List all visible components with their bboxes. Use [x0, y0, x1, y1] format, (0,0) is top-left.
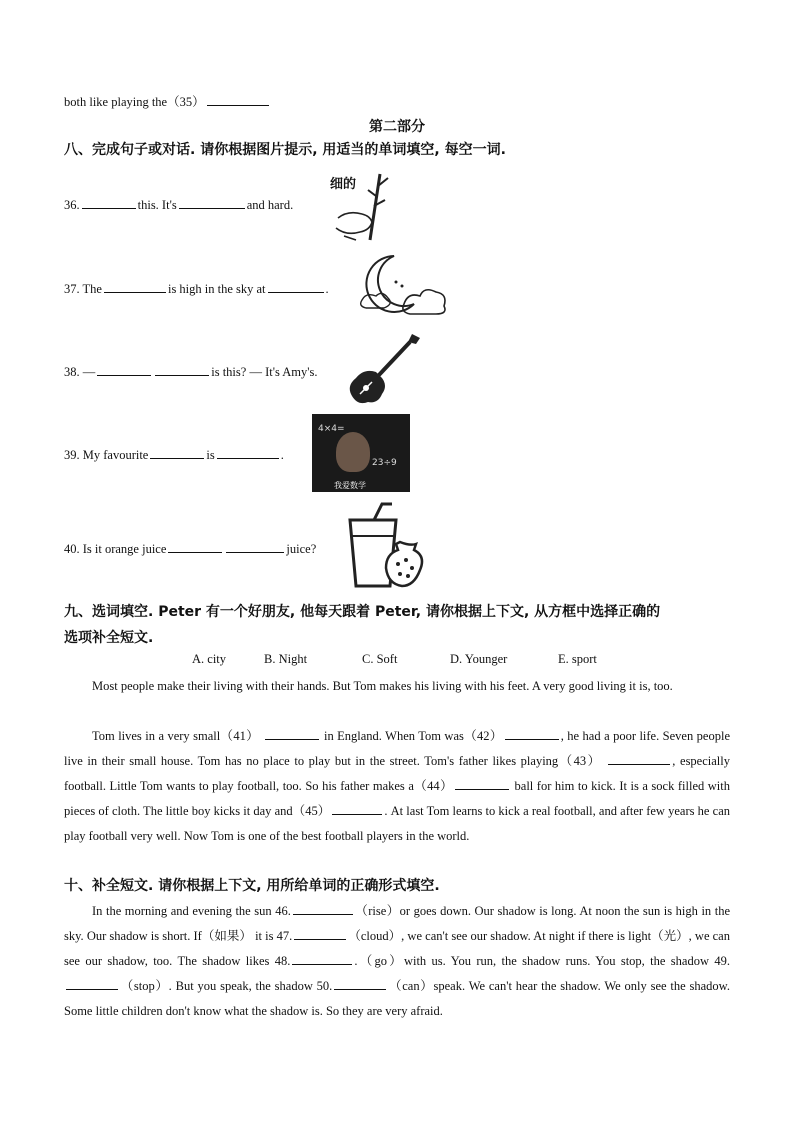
answer-blank-37a[interactable]: [104, 280, 166, 293]
option-c: C. Soft: [362, 652, 398, 666]
thin-stick-hand-image: [330, 170, 404, 242]
answer-blank-39b[interactable]: [217, 446, 279, 459]
question-38: 38. — is this? — It's Amy's.: [64, 365, 318, 379]
answer-blank-43[interactable]: [608, 752, 670, 765]
answer-blank-38b[interactable]: [155, 363, 209, 376]
part-title: 第二部分: [369, 120, 425, 135]
answer-blank-39a[interactable]: [150, 446, 204, 459]
question-36: 36. this. It's and hard.: [64, 198, 294, 212]
question-37: 37. The is high in the sky at .: [64, 282, 329, 296]
picture-label-thin: 细的: [330, 177, 357, 192]
section-8-heading: 八、完成句子或对话. 请你根据图片提示, 用适当的单词填空, 每空一词.: [64, 142, 506, 158]
answer-blank-35[interactable]: [207, 93, 269, 106]
answer-blank-44[interactable]: [455, 777, 509, 790]
answer-blank-49[interactable]: [66, 977, 118, 990]
answer-blank-48[interactable]: [292, 952, 352, 965]
question-39: 39. My favourite is .: [64, 448, 284, 462]
continued-line-35: both like playing the（35）: [64, 92, 271, 110]
answer-blank-40a[interactable]: [168, 540, 222, 553]
answer-blank-36a[interactable]: [82, 196, 136, 209]
section-9-heading: 九、选词填空. Peter 有一个好朋友, 他每天跟着 Peter, 请你根据上下文, 从方框中选择正确的 选项补全短文.: [64, 604, 661, 646]
question-40: 40. Is it orange juice juice?: [64, 542, 317, 556]
option-e: E. sport: [558, 652, 597, 666]
answer-blank-47[interactable]: [294, 927, 346, 940]
answer-blank-40b[interactable]: [226, 540, 284, 553]
juice-cup-strawberry-image: [344, 502, 426, 590]
answer-blank-42[interactable]: [505, 727, 559, 740]
answer-blank-36b[interactable]: [179, 196, 245, 209]
answer-blank-37b[interactable]: [268, 280, 324, 293]
answer-blank-41[interactable]: [265, 727, 319, 740]
option-b: B. Night: [264, 652, 308, 666]
option-d: D. Younger: [450, 652, 508, 666]
electric-guitar-image: [342, 330, 422, 410]
answer-blank-45[interactable]: [332, 802, 382, 815]
moon-clouds-image: [354, 252, 452, 318]
child-figure-icon: [336, 432, 370, 472]
section-10-heading: 十、补全短文. 请你根据上下文, 用所给单词的正确形式填空.: [64, 878, 440, 894]
answer-blank-46[interactable]: [293, 902, 353, 915]
passage-9-paragraph-1: Most people make their living with their hands. But Tom makes his living with his feet. A very good living it is, too.: [92, 679, 673, 693]
passage-9-paragraph-2: Tom lives in a very small（41） in England. When Tom was（42） , he had a poor life. Seven people live in their small house. Tom has no place to play but in the street. Tom's father likes playing（43） , especially football. Little Tom wants to play football, too. So his father makes a（44） ball for him to kick. It is a sock filled with pieces of cloth. The little boy kicks it day and（45） . At last Tom learns to kick a real football, and after few years he can play football very well. Now Tom is one of the best football players in the world.: [64, 729, 731, 843]
answer-blank-38a[interactable]: [97, 363, 151, 376]
option-a: A. city: [192, 652, 227, 666]
passage-10: In the morning and evening the sun 46. （rise）or goes down. Our shadow is long. At noon the sun is high in the sky. Our shadow is short. If（如果） it is 47. （cloud）, we can't see our shadow. At night if there is light（光）, we can see our shadow, too. The shadow likes 48. .（go）with us. You run, the shadow runs. You stop, the shadow 49.（stop）. But you speak, the shadow 50. （can）speak. We can't hear the shadow. We only see the shadow. Some little children don't know what the shadow is. So they are very afraid.: [64, 904, 731, 1018]
answer-blank-50[interactable]: [334, 977, 386, 990]
math-blackboard-image: 4×4= 23÷9 我爱数学: [312, 414, 410, 492]
